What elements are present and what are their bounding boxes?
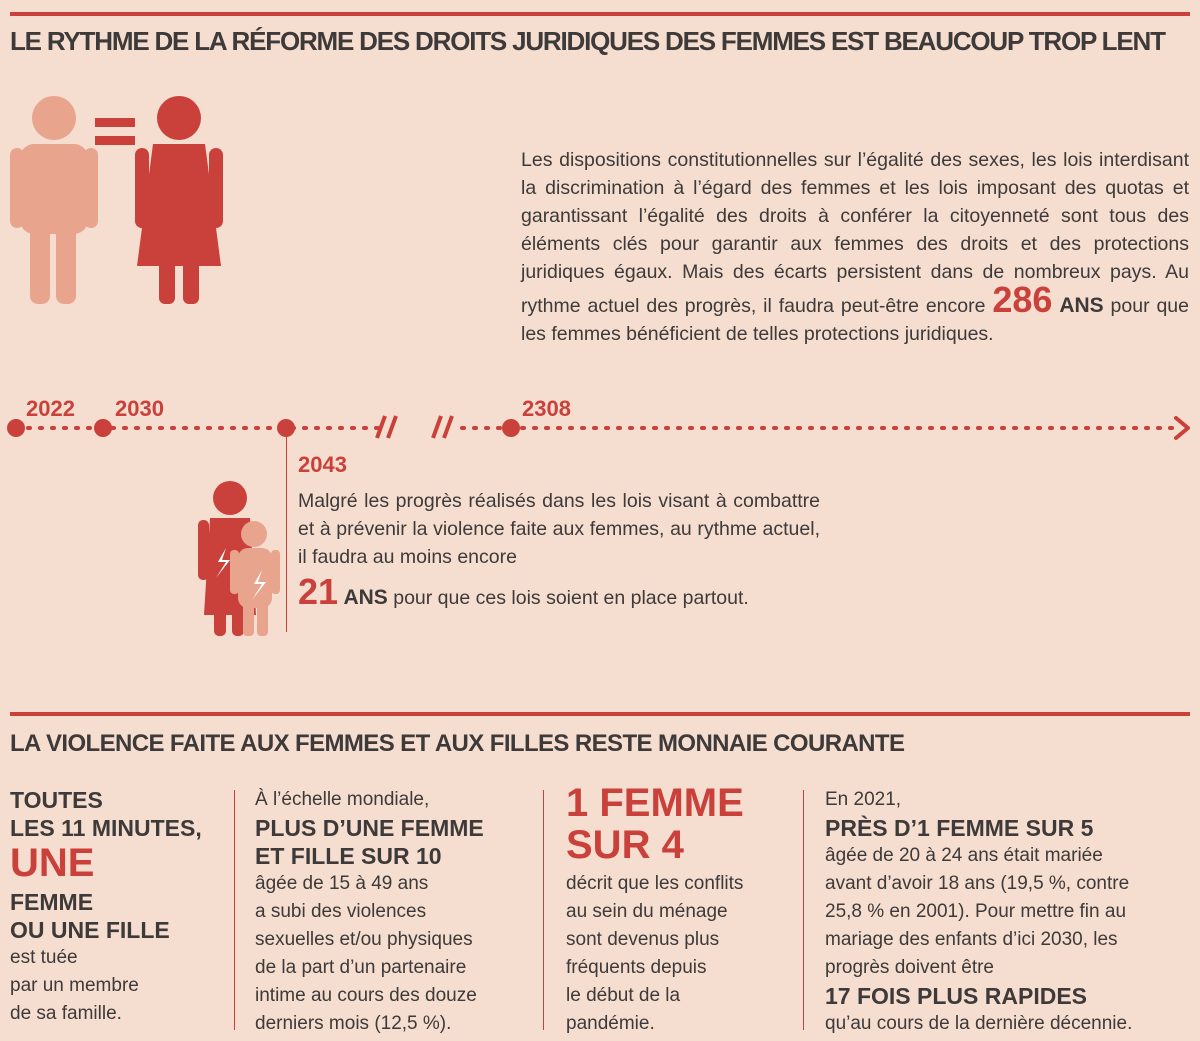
timeline-year-2022: 2022 <box>26 396 75 421</box>
column-divider-3 <box>803 790 804 1030</box>
col2-text-5: intime au cours des douze <box>255 985 477 1006</box>
highlight-286-unit: ANS <box>1059 294 1104 317</box>
col4-text-5: progrès doivent être <box>825 957 994 978</box>
stat-column-2 <box>255 786 484 1038</box>
paragraph-legal-reform-end: pour que les femmes bénéficient de telles protections juridiques. <box>521 295 1189 345</box>
col3-text-5: le début de la <box>566 985 681 1006</box>
stat-column-1 <box>10 786 202 1028</box>
col3-big2: SUR 4 <box>566 823 684 867</box>
timeline-year-2043: 2043 <box>298 452 347 477</box>
timeline-year-2308: 2308 <box>522 396 571 421</box>
col2-text-2: a subi des violences <box>255 901 427 922</box>
highlight-21-unit: ANS <box>343 586 388 609</box>
col1-line2: LES 11 MINUTES, <box>10 815 202 841</box>
col4-bold: PRÈS D’1 FEMME SUR 5 <box>825 815 1094 841</box>
col1-text-3: de sa famille. <box>10 1003 122 1024</box>
col2-text-4: de la part d’un partenaire <box>255 957 467 978</box>
highlight-21: 21 <box>298 571 339 612</box>
col1-line1: TOUTES <box>10 787 103 813</box>
col3-text-6: pandémie. <box>566 1013 655 1034</box>
col3-text-3: sont devenus plus <box>566 929 720 950</box>
col4-text-3: 25,8 % en 2001). Pour mettre fin au <box>825 901 1127 922</box>
col2-text-6: derniers mois (12,5 %). <box>255 1013 452 1034</box>
section2-title: LA VIOLENCE FAITE AUX FEMMES ET AUX FILLES RESTE MONNAIE COURANTE <box>10 730 905 757</box>
col3-text-4: fréquents depuis <box>566 957 707 978</box>
col2-text-1: âgée de 15 à 49 ans <box>255 873 429 894</box>
col4-bold2: 17 FOIS PLUS RAPIDES <box>825 983 1088 1009</box>
paragraph-legal-reform-text: Les dispositions constitutionnelles sur l’égalité des sexes, les lois interdisant la discrimination à l’égard des femmes et les lois imposant des quotas et garantissant l’égalité des droits à conférer la citoyenneté sont tous des éléments clés pour garantir aux femmes des droits et des protections juridiques égaux. Mais des écarts persistent dans de nombreux pays. Au rythme actuel des progrès, il faudra peut-être encore <box>521 149 1189 317</box>
column-divider-2 <box>543 790 544 1030</box>
col4-text-end: qu’au cours de la dernière décennie. <box>825 1013 1133 1034</box>
paragraph-violence-laws: Malgré les progrès réalisés dans les lois visant à combattre et à prévenir la violence faite aux femmes, au rythme actuel, il faudra au moins encore <box>298 490 820 568</box>
col1-line4: OU UNE FILLE <box>10 917 170 943</box>
col4-intro: En 2021, <box>825 789 902 810</box>
col3-big1: 1 FEMME <box>566 781 744 825</box>
stat-column-4 <box>825 786 1132 1038</box>
timeline-2043-connector <box>286 428 287 632</box>
col4-text-2: avant d’avoir 18 ans (19,5 %, contre <box>825 873 1130 894</box>
section1-title: LE RYTHME DE LA RÉFORME DES DROITS JURIDIQUES DES FEMMES EST BEAUCOUP TROP LENT <box>10 26 1165 56</box>
col1-text-1: est tuée <box>10 947 78 968</box>
col2-bold2: ET FILLE SUR 10 <box>255 843 442 869</box>
column-divider-1 <box>234 790 235 1030</box>
col3-text-1: décrit que les conflits <box>566 873 744 894</box>
col1-big: UNE <box>10 841 95 885</box>
col1-line3: FEMME <box>10 889 94 915</box>
col1-text-2: par un membre <box>10 975 139 996</box>
col4-text-4: mariage des enfants d’ici 2030, les <box>825 929 1118 950</box>
paragraph-violence-laws-after: pour que ces lois soient en place partout. <box>393 587 749 609</box>
middle-rule <box>10 712 1190 716</box>
col3-text-2: au sein du ménage <box>566 901 728 922</box>
paragraph-violence-laws-end <box>298 571 749 612</box>
woman-child-lightning-icon <box>196 480 282 638</box>
col2-bold1: PLUS D’UNE FEMME <box>255 815 484 841</box>
col2-intro: À l’échelle mondiale, <box>255 789 430 810</box>
col2-text-3: sexuelles et/ou physiques <box>255 929 473 950</box>
col4-text-1: âgée de 20 à 24 ans était mariée <box>825 845 1103 866</box>
stat-column-3 <box>566 782 744 1038</box>
timeline-year-2030: 2030 <box>115 396 164 421</box>
highlight-286: 286 <box>992 279 1053 320</box>
